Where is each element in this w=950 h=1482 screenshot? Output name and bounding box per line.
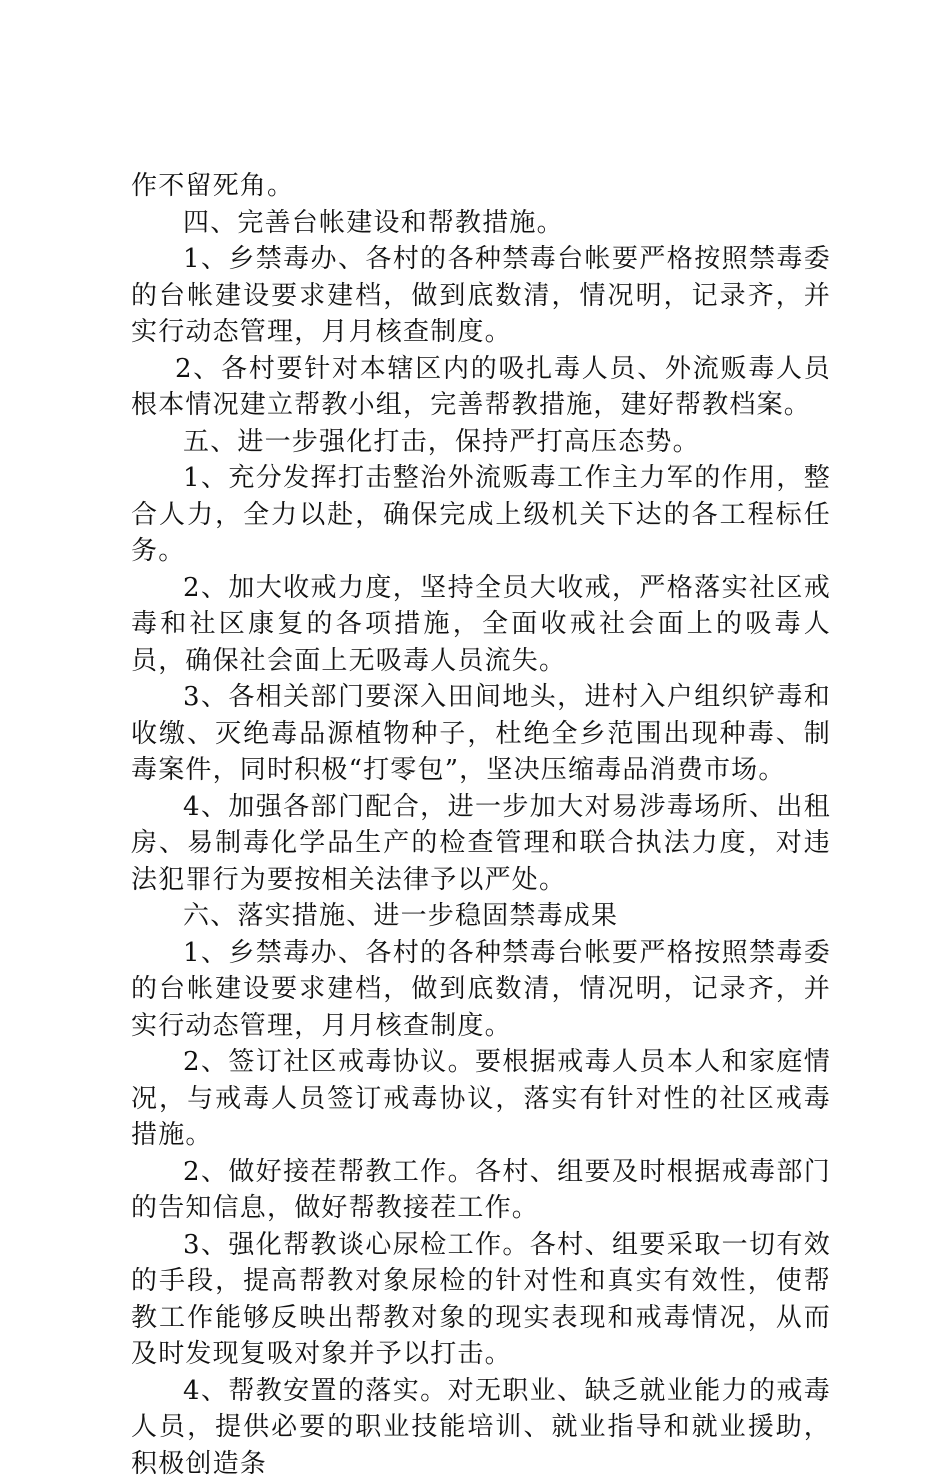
paragraph: 4、加强各部门配合，进一步加大对易涉毒场所、出租房、易制毒化学品生产的检查管理和联合执法力度，对违法犯罪行为要按相关法律予以严处。 bbox=[131, 789, 831, 899]
paragraph: 2、各村要针对本辖区内的吸扎毒人员、外流贩毒人员根本情况建立帮教小组，完善帮教措施，建好帮教档案。 bbox=[131, 351, 831, 424]
paragraph: 2、做好接茬帮教工作。各村、组要及时根据戒毒部门的告知信息，做好帮教接茬工作。 bbox=[131, 1154, 831, 1227]
paragraph: 3、强化帮教谈心尿检工作。各村、组要采取一切有效的手段，提高帮教对象尿检的针对性和真实有效性，使帮教工作能够反映出帮教对象的现实表现和戒毒情况，从而及时发现复吸对象并予以打击。 bbox=[131, 1227, 831, 1373]
section-heading-4: 四、完善台帐建设和帮教措施。 bbox=[131, 205, 831, 242]
section-heading-5: 五、进一步强化打击，保持严打高压态势。 bbox=[131, 424, 831, 461]
paragraph: 1、充分发挥打击整治外流贩毒工作主力军的作用，整合人力，全力以赴，确保完成上级机关下达的各工程标任务。 bbox=[131, 460, 831, 570]
paragraph: 1、乡禁毒办、各村的各种禁毒台帐要严格按照禁毒委的台帐建设要求建档，做到底数清，情况明，记录齐，并实行动态管理，月月核查制度。 bbox=[131, 241, 831, 351]
paragraph: 2、签订社区戒毒协议。要根据戒毒人员本人和家庭情况，与戒毒人员签订戒毒协议，落实有针对性的社区戒毒措施。 bbox=[131, 1044, 831, 1154]
paragraph: 2、加大收戒力度，坚持全员大收戒，严格落实社区戒毒和社区康复的各项措施，全面收戒社会面上的吸毒人员，确保社会面上无吸毒人员流失。 bbox=[131, 570, 831, 680]
paragraph: 1、乡禁毒办、各村的各种禁毒台帐要严格按照禁毒委的台帐建设要求建档，做到底数清，情况明，记录齐，并实行动态管理，月月核查制度。 bbox=[131, 935, 831, 1045]
document-body bbox=[131, 168, 831, 1482]
paragraph-continuation: 作不留死角。 bbox=[131, 168, 831, 205]
section-heading-6: 六、落实措施、进一步稳固禁毒成果 bbox=[131, 898, 831, 935]
paragraph: 3、各相关部门要深入田间地头，进村入户组织铲毒和收缴、灭绝毒品源植物种子，杜绝全乡范围出现种毒、制毒案件，同时积极“打零包”，坚决压缩毒品消费市场。 bbox=[131, 679, 831, 789]
paragraph: 4、帮教安置的落实。对无职业、缺乏就业能力的戒毒人员，提供必要的职业技能培训、就业指导和就业援助，积极创造条 bbox=[131, 1373, 831, 1482]
